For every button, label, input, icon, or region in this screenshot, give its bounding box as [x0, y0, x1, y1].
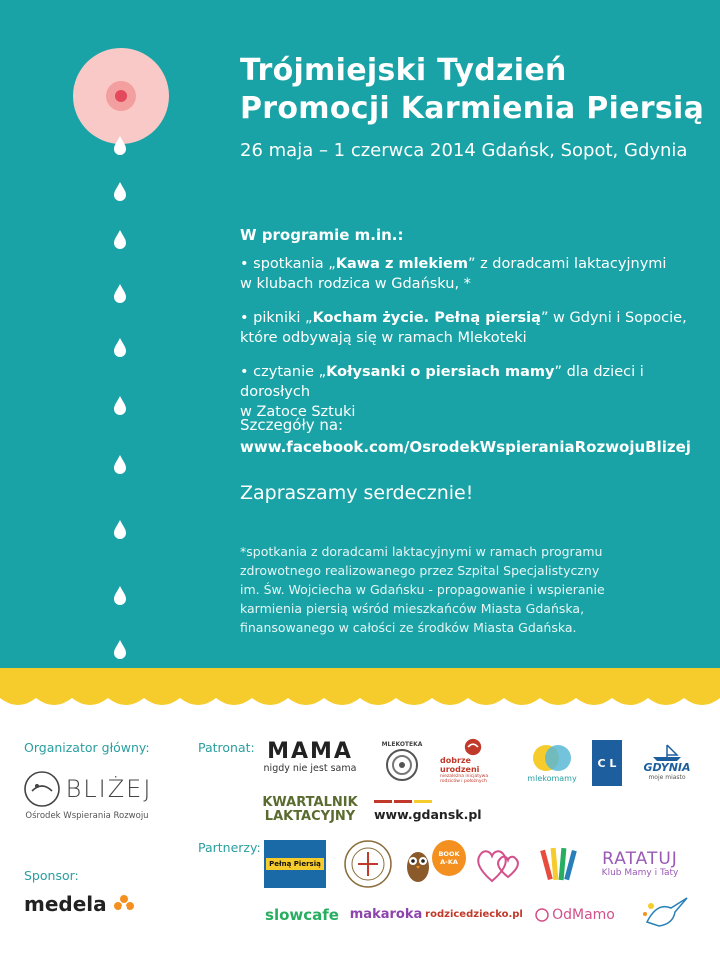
gdansk-wordmark: www.gdansk.pl	[374, 807, 482, 822]
dobrze-urodzeni-subtitle: niezależna inicjatywa rodziców i położnych	[440, 774, 489, 784]
mlekoteka-logo	[376, 738, 428, 784]
makaroka-wordmark: makaroka	[349, 906, 423, 922]
gdansk-stripes	[374, 800, 432, 803]
sponsors-section	[0, 712, 720, 960]
footnote-line: karmienia piersią wśród mieszkańców Miasta Gdańska,	[240, 601, 585, 616]
blizej-logo	[22, 764, 152, 826]
item-text: • spotkania „	[240, 256, 336, 272]
milk-drop-icon	[112, 136, 128, 156]
partnerzy-label: Partnerzy:	[198, 840, 261, 855]
booka-wordmark: BOOK A-KA	[438, 850, 460, 866]
mama-subtitle: nigdy nie jest sama	[263, 762, 357, 774]
footnote	[240, 542, 660, 637]
owl-logo	[404, 840, 432, 886]
pelna-piersia-wordmark: Pełną Piersią	[266, 858, 324, 870]
nipple-shape	[115, 90, 127, 102]
kwartalnik-line-2: LAKTACYJNY	[264, 809, 356, 824]
mlekomamy-circles-icon	[530, 742, 574, 774]
milk-drop-icon	[112, 520, 128, 540]
gdynia-subtitle: moje miasto	[648, 774, 686, 781]
footnote-line: im. Św. Wojciecha w Gdańsku - propagowanie i wspieranie	[240, 582, 605, 597]
event-title	[240, 52, 704, 128]
blizej-wordmark: BLIŻEJ	[65, 775, 153, 803]
hearts-logo	[472, 840, 528, 886]
medela-logo	[24, 890, 150, 918]
facebook-link[interactable]: www.facebook.com/OsrodekWspieraniaRozwojuBlizej	[240, 438, 691, 456]
seal-icon	[343, 839, 393, 889]
title-line-1: Trójmiejski Tydzień	[240, 53, 567, 88]
cnol-logo	[592, 740, 622, 786]
odmamo-wordmark: OdMamo	[552, 907, 615, 923]
medela-flower-icon	[113, 894, 135, 914]
szpital-seal-logo	[342, 836, 394, 892]
slowcafe-wordmark: slowcafe	[265, 906, 339, 924]
milk-drop-icon	[112, 455, 128, 475]
gdynia-wordmark: GDYNIA	[643, 761, 691, 774]
footnote-line: zdrowotnego realizowanego przez Szpital Specjalistyczny	[240, 563, 600, 578]
milk-drop-icon	[112, 338, 128, 358]
mama-wordmark: MAMA	[267, 738, 353, 764]
event-dates: 26 maja – 1 czerwca 2014 Gdańsk, Sopot, Gdynia	[240, 140, 688, 161]
item-text: • czytanie „	[240, 364, 327, 380]
milk-drop-icon	[112, 230, 128, 250]
footnote-line: *spotkania z doradcami laktacyjnymi w ramach programu	[240, 544, 603, 559]
item-text: • pikniki „	[240, 310, 313, 326]
gdansk-logo	[374, 794, 482, 828]
ratatuj-wordmark: RATATUJ	[602, 849, 678, 869]
item-text: w Zatoce Sztuki	[240, 404, 356, 420]
rodzicedziecko-wordmark: rodzicedziecko.pl	[425, 908, 523, 920]
program-item-czytanie	[240, 362, 700, 422]
bird-logo	[634, 890, 696, 938]
item-text: ” z doradcami laktacyjnymi	[467, 256, 667, 272]
mlekomamy-logo	[524, 738, 580, 786]
program-item-kawa	[240, 254, 700, 294]
item-text: w klubach rodzica w Gdańsku, *	[240, 276, 471, 292]
odmamo-circle-icon	[535, 908, 549, 922]
details-label: Szczegóły na:	[240, 416, 344, 434]
medela-wordmark: medela	[24, 892, 107, 916]
ratatuj-logo	[592, 846, 688, 882]
item-text: ” w Gdyni i Sopocie,	[540, 310, 687, 326]
footnote-line: finansowanego w całości ze środków Miasta Gdańska.	[240, 620, 577, 635]
slowcafe-logo	[262, 898, 342, 932]
item-bold-title: Kocham życie. Pełną piersią	[312, 310, 541, 326]
mlekoteka-wordmark: MLEKOTEKA	[381, 740, 423, 748]
title-line-2: Promocji Karmienia Piersią	[240, 91, 705, 126]
milk-drop-icon	[112, 396, 128, 416]
item-bold-title: Kawa z mlekiem	[335, 256, 468, 272]
mama-logo	[262, 738, 358, 776]
kwartalnik-laktacyjny-logo	[262, 792, 358, 828]
gdynia-logo	[636, 740, 698, 784]
breast-illustration-icon	[73, 48, 169, 144]
dobrze-urodzeni-icon	[458, 738, 488, 756]
milk-drop-icon	[112, 586, 128, 606]
yellow-wave-divider	[0, 668, 720, 712]
program-heading: W programie m.in.:	[240, 226, 404, 244]
booka-logo	[432, 840, 466, 876]
invitation-text: Zapraszamy serdecznie!	[240, 482, 474, 504]
odmamo-logo	[526, 900, 624, 930]
makaroka-logo	[349, 894, 423, 934]
organizer-label: Organizator główny:	[24, 740, 150, 755]
areola-shape	[106, 81, 136, 111]
dobrze-urodzeni-logo	[440, 738, 506, 784]
pelna-piersia-logo	[264, 840, 326, 888]
dobrze-urodzeni-wordmark: dobrze urodzeni	[440, 756, 480, 774]
mlekomamy-wordmark: mlekomamy	[527, 773, 577, 783]
blizej-subtitle: Ośrodek Wspierania Rozwoju	[25, 811, 149, 821]
crayons-logo	[538, 838, 582, 888]
sponsor-label: Sponsor:	[24, 868, 79, 883]
milk-drop-icon	[112, 640, 128, 660]
program-item-pikniki	[240, 308, 700, 348]
item-text: ” dla dzieci i dorosłych	[240, 364, 644, 400]
milk-drop-icon	[112, 284, 128, 304]
kwartalnik-line-1: KWARTALNIK	[262, 795, 358, 810]
item-bold-title: Kołysanki o piersiach mamy	[326, 364, 555, 380]
cnol-wordmark: C L	[597, 756, 617, 770]
crayons-icon	[540, 840, 580, 886]
milk-drop-icon	[112, 182, 128, 202]
patronat-label: Patronat:	[198, 740, 255, 755]
mlekoteka-spiral-icon	[385, 748, 419, 782]
blizej-emblem-icon	[22, 769, 62, 809]
ratatuj-subtitle: Klub Mamy i Taty	[601, 868, 679, 878]
hummingbird-icon	[637, 892, 693, 936]
gdynia-ship-icon	[649, 743, 685, 761]
details-block	[240, 414, 691, 458]
owl-icon	[405, 843, 431, 883]
item-text: które odbywają się w ramach Mlekoteki	[240, 330, 527, 346]
rodzicedziecko-logo	[425, 894, 523, 934]
hearts-icon	[474, 841, 526, 885]
